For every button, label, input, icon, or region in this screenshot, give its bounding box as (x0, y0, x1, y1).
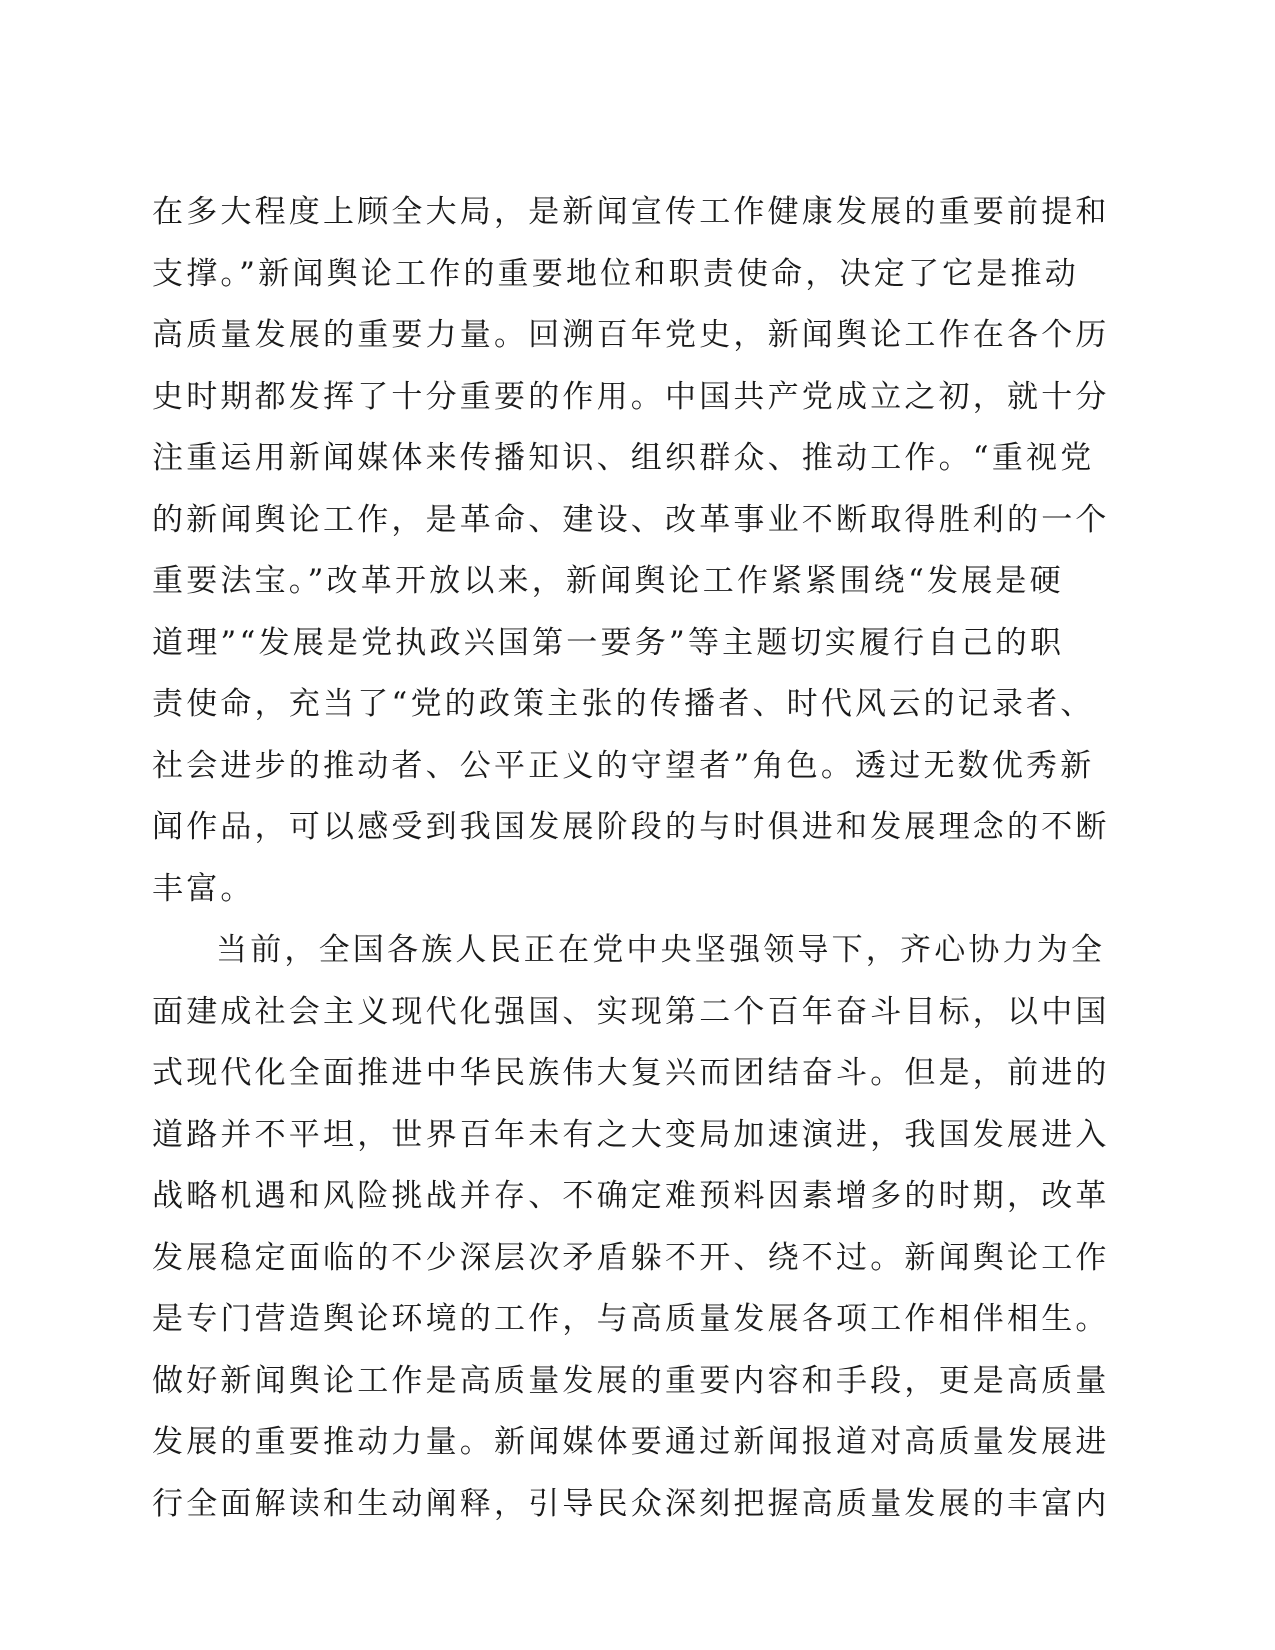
text-line: 的新闻舆论工作，是革命、建设、改革事业不断取得胜利的一个 (152, 501, 1110, 538)
text-line: 战略机遇和风险挑战并存、不确定难预料因素增多的时期，改革 (152, 1178, 1110, 1214)
text-line: 重要法宝。”改革开放以来，新闻舆论工作紧紧围绕“发展是硬 (152, 563, 1064, 599)
paragraph-2 (152, 920, 1110, 1535)
text-line: 面建成社会主义现代化强国、实现第二个百年奋斗目标，以中国 (152, 993, 1110, 1030)
text-line: 是专门营造舆论环境的工作，与高质量发展各项工作相伴相生。 (152, 1301, 1110, 1337)
text-line: 发展稳定面临的不少深层次矛盾躲不开、绕不过。新闻舆论工作 (152, 1239, 1110, 1276)
text-line: 闻作品，可以感受到我国发展阶段的与时俱进和发展理念的不断 (152, 809, 1110, 845)
text-line: 式现代化全面推进中华民族伟大复兴而团结奋斗。但是，前进的 (152, 1055, 1110, 1091)
text-line: 在多大程度上顾全大局，是新闻宣传工作健康发展的重要前提和 (152, 194, 1110, 230)
text-line: 道路并不平坦，世界百年未有之大变局加速演进，我国发展进入 (152, 1116, 1110, 1153)
text-line: 高质量发展的重要力量。回溯百年党史，新闻舆论工作在各个历 (152, 317, 1110, 353)
text-line: 支撑。”新闻舆论工作的重要地位和职责使命，决定了它是推动 (152, 255, 1079, 292)
text-line: 发展的重要推动力量。新闻媒体要通过新闻报道对高质量发展进 (152, 1424, 1110, 1460)
paragraph-1 (152, 182, 1110, 920)
text-line: 当前，全国各族人民正在党中央坚强领导下，齐心协力为全 (216, 932, 1106, 968)
text-line: 注重运用新闻媒体来传播知识、组织群众、推动工作。“重视党 (152, 440, 1095, 476)
text-line: 责使命，充当了“党的政策主张的传播者、时代风云的记录者、 (152, 686, 1095, 722)
text-line: 社会进步的推动者、公平正义的守望者”角色。透过无数优秀新 (152, 747, 1095, 784)
text-line: 行全面解读和生动阐释，引导民众深刻把握高质量发展的丰富内 (152, 1485, 1110, 1522)
body-text (152, 182, 1110, 1535)
text-line: 丰富。 (152, 870, 255, 907)
text-line: 做好新闻舆论工作是高质量发展的重要内容和手段，更是高质量 (152, 1362, 1110, 1399)
text-line: 道理”“发展是党执政兴国第一要务”等主题切实履行自己的职 (152, 624, 1065, 661)
text-line: 史时期都发挥了十分重要的作用。中国共产党成立之初，就十分 (152, 378, 1110, 415)
